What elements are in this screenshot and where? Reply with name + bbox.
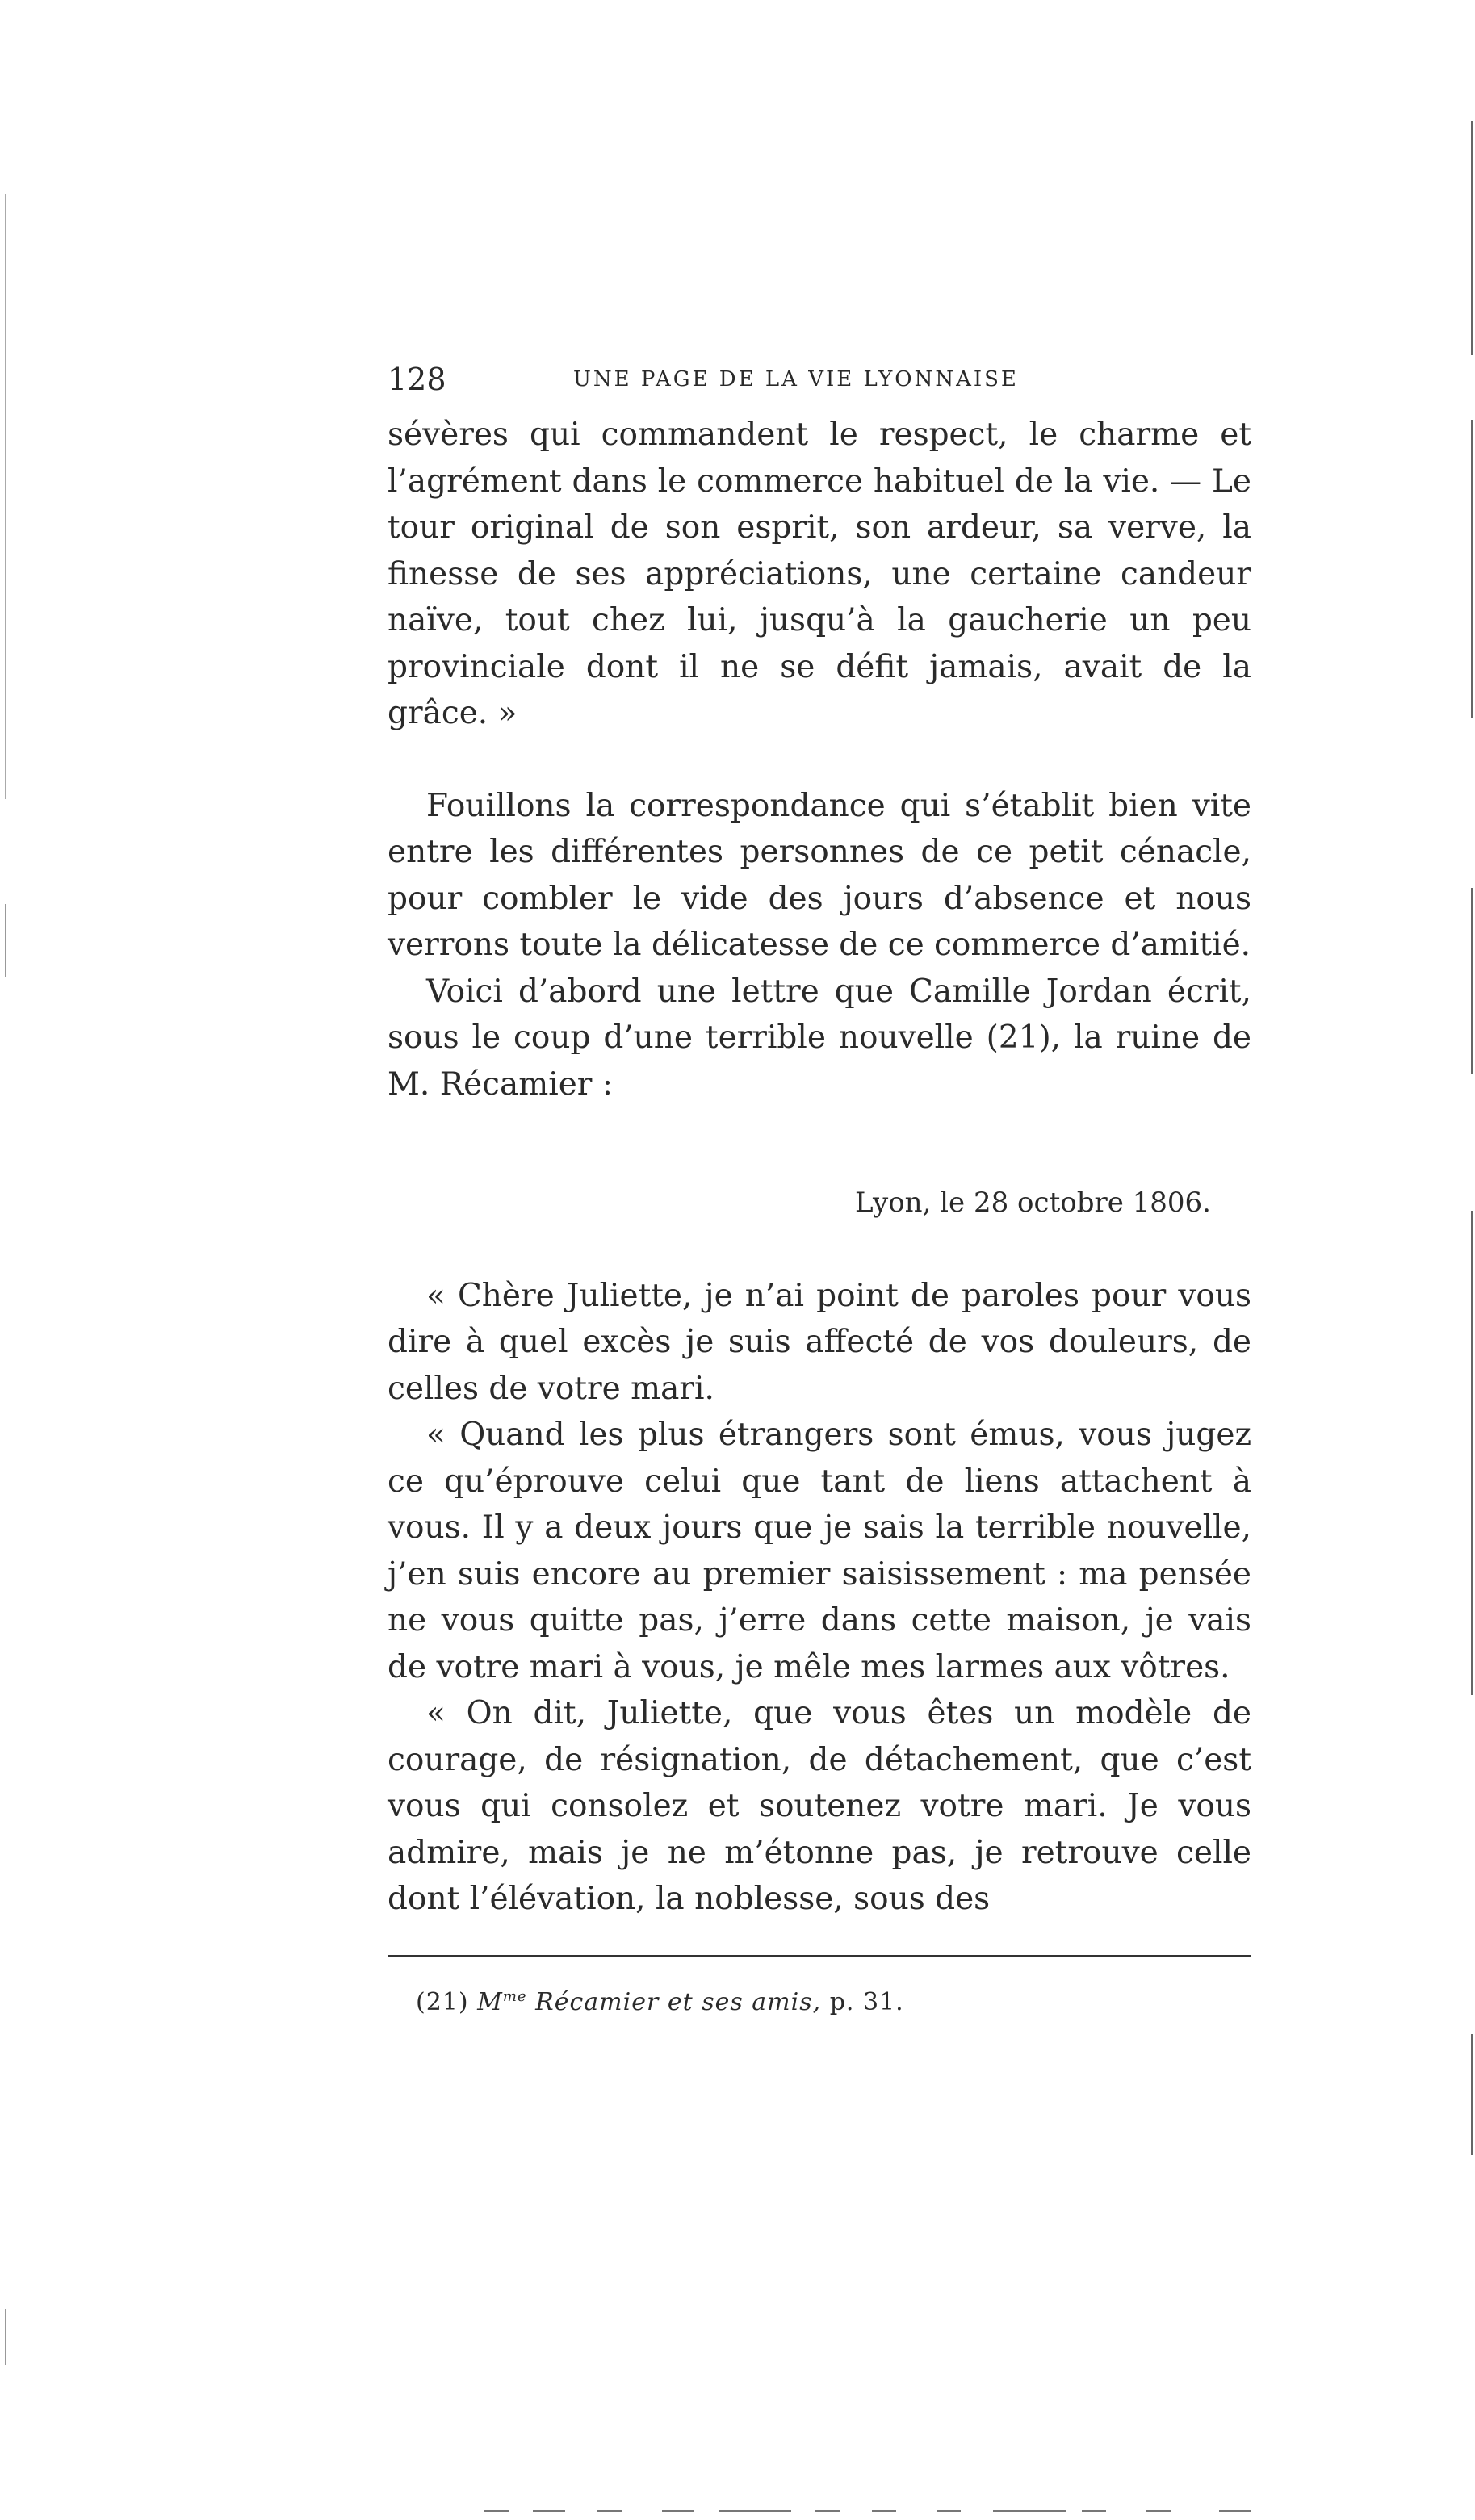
letter-dateline: Lyon, le 28 octobre 1806. bbox=[855, 1187, 1211, 1219]
footnote-number: (21) bbox=[416, 1987, 469, 2016]
scan-edge-mark bbox=[1471, 888, 1473, 1074]
body-text bbox=[388, 412, 1251, 1923]
footnote bbox=[388, 1981, 1251, 2019]
paragraph: Fouillons la correspondance qui s’établit bien vite entre les différentes personnes de ce petit cénacle, pour combler le vide des jours d’absence et nous verrons toute la délicatesse de ce commerce d’amitié. bbox=[388, 787, 1251, 963]
scan-edge-mark bbox=[533, 2510, 565, 2512]
scan-edge-mark bbox=[1082, 2510, 1106, 2512]
letter-paragraph: « Quand les plus étrangers sont émus, vous jugez ce qu’éprouve celui que tant de liens attachent à vous. Il y a deux jours que je sais la terrible nouvelle, j’en suis encore au premier saisissement : ma pensée ne vous quitte pas, j’erre dans cette maison, je vais de votre mari à vous, je mêle mes larmes aux vôtres. bbox=[388, 1417, 1251, 1685]
book-page bbox=[388, 355, 1251, 2019]
footnote-title: Récamier et ses amis, bbox=[535, 1987, 822, 2016]
scan-edge-mark bbox=[1471, 2034, 1473, 2155]
scan-edge-mark bbox=[484, 2510, 509, 2512]
footnote-rule bbox=[388, 1955, 1251, 1957]
paragraph: sévères qui commandent le respect, le charme et l’agrément dans le commerce habituel de la vie. — Le tour original de son esprit, son ardeur, sa verve, la finesse de ses appréciations, une certaine candeur naïve, tout chez lui, jusqu’à la gaucherie un peu provinciale dont il ne se défit jamais, avait de la grâce. » bbox=[388, 417, 1251, 731]
scan-edge-mark bbox=[597, 2510, 622, 2512]
scan-edge-mark bbox=[937, 2510, 961, 2512]
scan-edge-mark bbox=[993, 2510, 1066, 2512]
footnote-author: $M^{me}$ bbox=[477, 1987, 527, 2016]
running-head bbox=[388, 355, 1251, 404]
scan-edge-mark bbox=[719, 2510, 791, 2512]
scan-edge-mark bbox=[872, 2510, 896, 2512]
scan-edge-mark bbox=[1471, 1211, 1473, 1695]
scan-edge-mark bbox=[1146, 2510, 1171, 2512]
paragraph: Voici d’abord une lettre que Camille Jordan écrit, sous le coup d’une terrible nouvelle (21), la ruine de M. Récamier : bbox=[388, 973, 1251, 1103]
scan-edge-mark bbox=[1471, 121, 1473, 355]
scan-edge-mark bbox=[5, 904, 6, 977]
scan-edge-mark bbox=[5, 194, 6, 799]
scan-edge-mark bbox=[1471, 420, 1473, 718]
scan-edge-mark bbox=[662, 2510, 694, 2512]
running-title: UNE PAGE DE LA VIE LYONNAISE bbox=[573, 367, 1019, 391]
letter-paragraph: « On dit, Juliette, que vous êtes un modèle de courage, de résignation, de détachement, que c’est vous qui consolez et soutenez votre mari. Je vous admire, mais je ne m’étonne pas, je retrouve celle dont l’élévation, la noblesse, sous des bbox=[388, 1695, 1251, 1917]
scan-edge-mark bbox=[1219, 2510, 1251, 2512]
scan-edge-mark bbox=[5, 2309, 6, 2365]
page-number: 128 bbox=[388, 362, 446, 397]
scan-edge-mark bbox=[815, 2510, 840, 2512]
letter-paragraph: « Chère Juliette, je n’ai point de paroles pour vous dire à quel excès je suis affecté de vos douleurs, de celles de votre mari. bbox=[388, 1277, 1251, 1407]
footnote-page-ref: p. 31. bbox=[829, 1987, 904, 2016]
